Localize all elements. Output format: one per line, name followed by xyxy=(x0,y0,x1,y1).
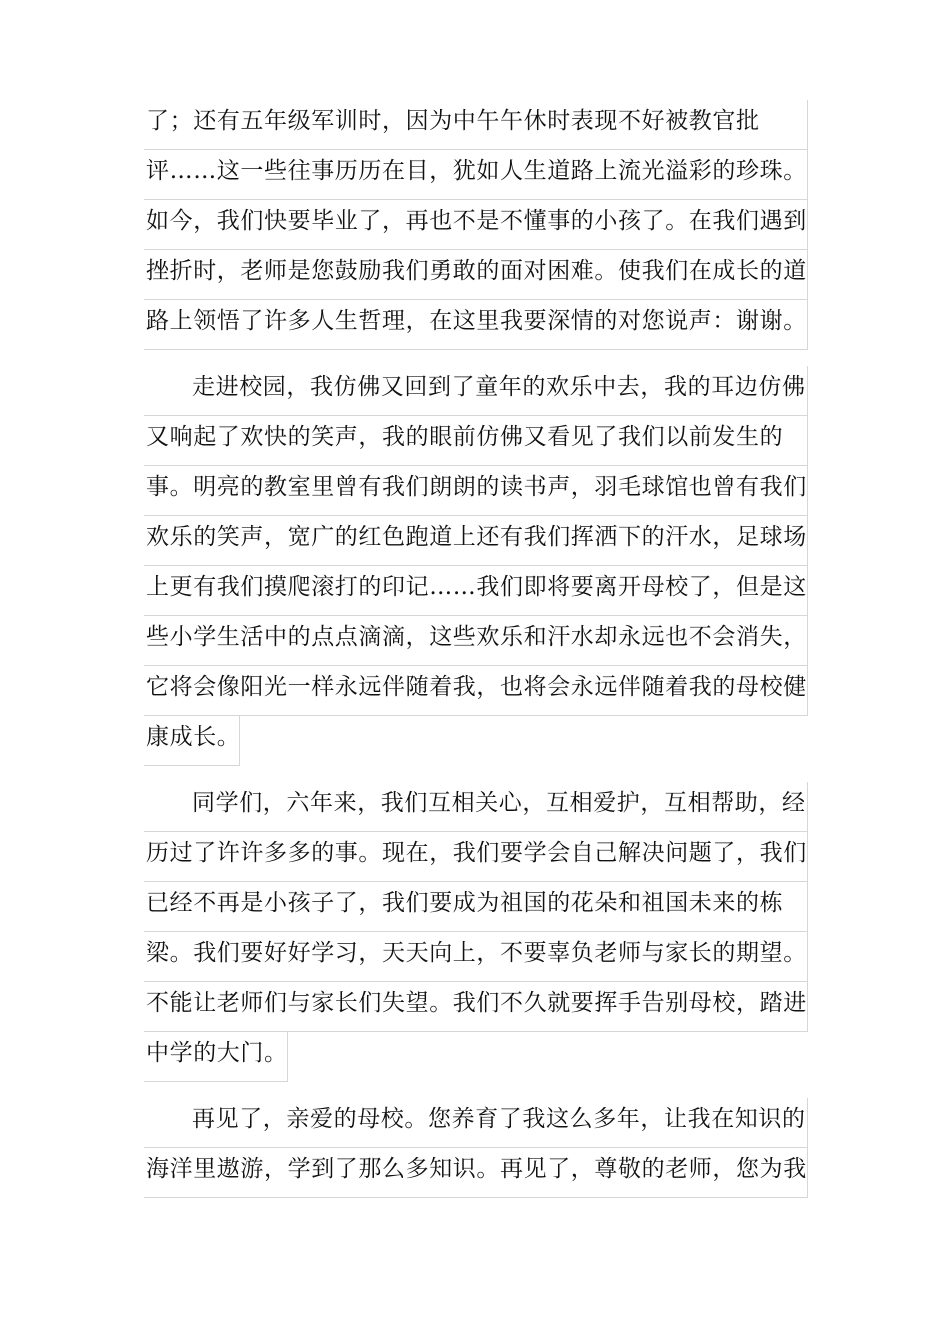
paragraph-2 xyxy=(144,366,808,766)
text-line: 上更有我们摸爬滚打的印记……我们即将要离开母校了，但是这 xyxy=(144,566,808,616)
text-line: 海洋里遨游，学到了那么多知识。再见了，尊敬的老师，您为我 xyxy=(144,1148,808,1198)
text-line: 已经不再是小孩子了，我们要成为祖国的花朵和祖国未来的栋 xyxy=(144,882,808,932)
text-line: 走进校园，我仿佛又回到了童年的欢乐中去，我的耳边仿佛 xyxy=(144,366,808,416)
text-line: 如今，我们快要毕业了，再也不是不懂事的小孩了。在我们遇到 xyxy=(144,200,808,250)
text-line: 它将会像阳光一样永远伴随着我，也将会永远伴随着我的母校健 xyxy=(144,666,808,716)
text-line: 不能让老师们与家长们失望。我们不久就要挥手告别母校，踏进 xyxy=(144,982,808,1032)
text-line: 又响起了欢快的笑声，我的眼前仿佛又看见了我们以前发生的 xyxy=(144,416,808,466)
text-line: 历过了许许多多的事。现在，我们要学会自己解决问题了，我们 xyxy=(144,832,808,882)
text-line: 再见了，亲爱的母校。您养育了我这么多年，让我在知识的 xyxy=(144,1098,808,1148)
text-line: 事。明亮的教室里曾有我们朗朗的读书声，羽毛球馆也曾有我们 xyxy=(144,466,808,516)
text-line: 路上领悟了许多人生哲理，在这里我要深情的对您说声：谢谢。 xyxy=(144,300,808,350)
paragraph-3 xyxy=(144,782,808,1082)
text-line: 评……这一些往事历历在目，犹如人生道路上流光溢彩的珍珠。 xyxy=(144,150,808,200)
text-line: 同学们，六年来，我们互相关心，互相爱护，互相帮助，经 xyxy=(144,782,808,832)
text-line: 些小学生活中的点点滴滴，这些欢乐和汗水却永远也不会消失， xyxy=(144,616,808,666)
text-line: 梁。我们要好好学习，天天向上，不要辜负老师与家长的期望。 xyxy=(144,932,808,982)
paragraph-4 xyxy=(144,1098,808,1198)
text-line: 挫折时，老师是您鼓励我们勇敢的面对困难。使我们在成长的道 xyxy=(144,250,808,300)
text-line: 了；还有五年级军训时，因为中午午休时表现不好被教官批 xyxy=(144,100,808,150)
text-line: 中学的大门。 xyxy=(144,1032,288,1082)
paragraph-1 xyxy=(144,100,808,350)
text-line: 康成长。 xyxy=(144,716,240,766)
text-line: 欢乐的笑声，宽广的红色跑道上还有我们挥洒下的汗水，足球场 xyxy=(144,516,808,566)
